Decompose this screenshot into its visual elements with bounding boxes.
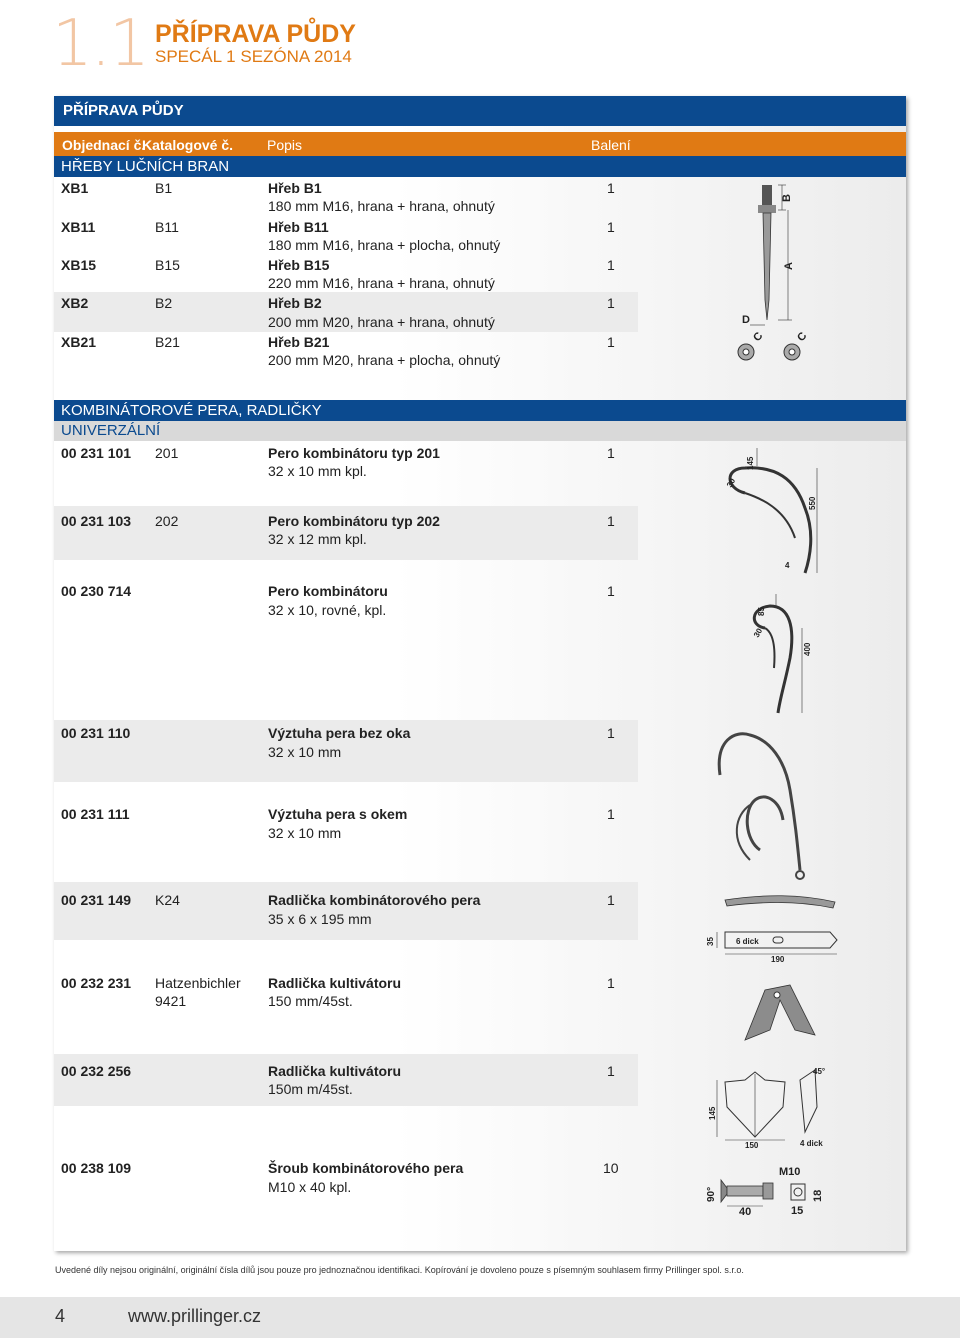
dim-550: 550 (808, 496, 817, 510)
dim-85: 85 (757, 607, 766, 616)
catalog-number: 202 (155, 513, 179, 529)
order-number: 00 230 714 (61, 583, 132, 599)
item-qty: 1 (607, 583, 615, 599)
item-qty: 1 (607, 219, 615, 235)
item-detail: 35 x 6 x 195 mm (268, 911, 372, 927)
item-name: Radlička kombinátorového pera (268, 892, 481, 908)
catalog-number: B1 (155, 180, 173, 196)
catalog-number: K24 (155, 892, 180, 908)
order-number: XB2 (61, 295, 89, 311)
item-detail: 180 mm M16, hrana + hrana, ohnutý (268, 198, 495, 214)
chapter-subtitle: SPECÁL 1 SEZÓNA 2014 (155, 47, 352, 66)
item-qty: 1 (607, 725, 615, 741)
col-package: Balení (591, 137, 631, 153)
item-name: Radlička kultivátoru (268, 1063, 402, 1079)
item-name: Hřeb B2 (268, 295, 322, 311)
catalog-number: B11 (155, 219, 179, 235)
item-qty: 1 (607, 445, 615, 461)
dim-35: 35 (706, 937, 715, 946)
catalog-number-line2: 9421 (155, 993, 187, 1009)
order-number: XB15 (61, 257, 97, 273)
dim-45: 45° (813, 1067, 826, 1076)
item-name: Pero kombinátoru typ 201 (268, 445, 440, 461)
order-number: XB11 (61, 219, 96, 235)
order-number: 00 232 231 (61, 975, 132, 991)
item-name: Hřeb B1 (268, 180, 322, 196)
section-title: PŘÍPRAVA PŮDY (54, 96, 906, 126)
item-qty: 1 (607, 257, 615, 273)
item-name: Radlička kultivátoru (268, 975, 402, 991)
dim-40: 40 (739, 1206, 752, 1218)
harrow-tine-drawing (730, 180, 820, 380)
group-subtitle: UNIVERZÁLNÍ (54, 421, 906, 441)
col-catalog: Katalogové č. (142, 137, 234, 153)
catalog-number: Hatzenbichler (155, 975, 241, 991)
order-number: 00 238 109 (61, 1160, 132, 1176)
item-detail: 32 x 12 mm kpl. (268, 531, 367, 547)
cultivator-share-drawing (735, 980, 825, 1050)
blade-drawing (705, 892, 845, 967)
order-number: XB1 (61, 180, 89, 196)
item-detail: 32 x 10 mm kpl. (268, 463, 367, 479)
item-detail: 220 mm M16, hrana + hrana, ohnutý (268, 275, 495, 291)
item-name: Pero kombinátoru typ 202 (268, 513, 440, 529)
dim-4-dick: 4 dick (800, 1139, 823, 1148)
bolt-drawing (705, 1160, 835, 1220)
dim-b: B (781, 194, 793, 202)
spring-tine-drawing (715, 438, 835, 578)
col-description: Popis (267, 137, 303, 153)
dim-c-right: C (795, 330, 810, 344)
dim-90deg: 90° (706, 1186, 717, 1202)
dim-4: 4 (785, 561, 790, 570)
item-detail: 32 x 10, rovné, kpl. (268, 602, 387, 618)
item-detail: 150m m/45st. (268, 1081, 353, 1097)
column-header (54, 132, 906, 156)
page-number: 4 (55, 1306, 66, 1326)
row-band (54, 1054, 638, 1106)
dim-150: 150 (745, 1141, 759, 1150)
item-detail: 200 mm M20, hrana + plocha, ohnutý (268, 352, 501, 368)
item-qty: 1 (607, 513, 615, 529)
dim-190: 190 (771, 955, 785, 964)
catalog-number: B15 (155, 257, 180, 273)
col-order: Objednací č. (62, 137, 146, 153)
stiffener-drawing (705, 720, 815, 890)
dim-145: 145 (746, 456, 755, 470)
item-name: Hřeb B15 (268, 257, 330, 273)
item-name: Hřeb B11 (268, 219, 329, 235)
item-name: Šroub kombinátorového pera (268, 1160, 464, 1176)
catalog-number: B2 (155, 295, 173, 311)
spring-tine-straight-drawing (740, 588, 820, 718)
item-detail: 32 x 10 mm (268, 744, 342, 760)
item-name: Pero kombinátoru (268, 583, 388, 599)
dim-30b: 30 (751, 626, 765, 639)
order-number: 00 231 110 (61, 725, 131, 741)
item-qty: 1 (607, 892, 615, 908)
chapter-title: PŘÍPRAVA PŮDY (155, 20, 356, 48)
order-number: 00 232 256 (61, 1063, 132, 1079)
dim-145b: 145 (708, 1106, 717, 1120)
order-number: 00 231 149 (61, 892, 132, 908)
dim-400: 400 (803, 642, 812, 656)
item-name: Výztuha pera bez oka (268, 725, 411, 741)
catalog-number: B21 (155, 334, 180, 350)
dim-a: A (783, 262, 795, 270)
dim-m10: M10 (779, 1166, 801, 1178)
footer-disclaimer: Uvedené díly nejsou originální, originální čísla dílů jsou pouze pro jednoznačnou identifikaci. Kopírování je dovoleno pouze s písemným souhlasem firmy Prillinger spol. s.r.o. (55, 1265, 744, 1275)
group-title-harrow-tines: HŘEBY LUČNÍCH BRAN (54, 156, 906, 177)
order-number: XB21 (61, 334, 97, 350)
catalog-number: 201 (155, 445, 179, 461)
item-name: Výztuha pera s okem (268, 806, 408, 822)
item-qty: 1 (607, 1063, 615, 1079)
item-qty: 1 (607, 180, 615, 196)
dim-30: 30 (724, 476, 738, 489)
item-qty: 10 (603, 1160, 619, 1176)
item-qty: 1 (607, 295, 615, 311)
dim-18: 18 (812, 1189, 824, 1202)
item-detail: 180 mm M16, hrana + plocha, ohnutý (268, 237, 501, 253)
order-number: 00 231 111 (61, 806, 130, 822)
item-detail: 32 x 10 mm (268, 825, 342, 841)
order-number: 00 231 101 (61, 445, 132, 461)
dim-6-dick: 6 dick (736, 937, 759, 946)
item-qty: 1 (607, 806, 615, 822)
order-number: 00 231 103 (61, 513, 132, 529)
dim-c-left: C (751, 330, 766, 344)
item-detail: 200 mm M20, hrana + hrana, ohnutý (268, 314, 495, 330)
dim-15: 15 (791, 1205, 804, 1217)
item-qty: 1 (607, 334, 615, 350)
cultivator-share-dim-drawing (705, 1062, 840, 1154)
footer-url[interactable]: www.prillinger.cz (128, 1306, 262, 1326)
dim-d: D (742, 314, 750, 326)
item-name: Hřeb B21 (268, 334, 330, 350)
chapter-number: 1.1 (52, 7, 148, 81)
item-detail: M10 x 40 kpl. (268, 1179, 352, 1195)
group-title-cultivator-tines: KOMBINÁTOROVÉ PERA, RADLIČKY (54, 400, 906, 421)
item-qty: 1 (607, 975, 615, 991)
item-detail: 150 mm/45st. (268, 993, 353, 1009)
